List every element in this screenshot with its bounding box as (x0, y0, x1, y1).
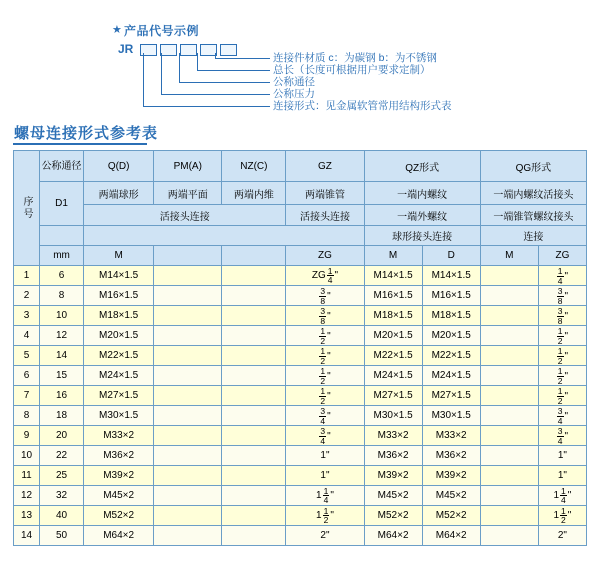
cell-gz: 2" (286, 526, 364, 546)
header-qz-cn2: 一端外螺纹 (364, 205, 480, 226)
cell-dn: 20 (40, 426, 84, 446)
table-row (14, 506, 587, 526)
cell-qg-m (480, 286, 538, 306)
cell-pm (154, 446, 222, 466)
cell-qg-m (480, 346, 538, 366)
cell-qz-d: M52×2 (422, 506, 480, 526)
cell-qd: M22×1.5 (84, 346, 154, 366)
header-seq-char1: 序号 (21, 196, 33, 220)
cell-seq: 13 (14, 506, 40, 526)
cell-qg-m (480, 306, 538, 326)
cell-pm (154, 266, 222, 286)
header-qd-sub: 活接头连接 (84, 205, 286, 226)
cell-qz-m: M16×1.5 (364, 286, 422, 306)
cell-qz-d: M45×2 (422, 486, 480, 506)
cell-qg-zg: $\frac{1}{2}$ " (538, 346, 586, 366)
cell-pm (154, 306, 222, 326)
header-qz-sub: 球形接头连接 (364, 226, 480, 246)
table-row (14, 526, 587, 546)
nut-connection-table (13, 150, 587, 546)
code-label-connection-type: 连接形式：见金属软管常用结构形式表 (273, 100, 452, 112)
header-row-5 (14, 246, 587, 266)
header-dn-blank (40, 226, 84, 246)
cell-qg-m (480, 466, 538, 486)
cell-qg-m (480, 326, 538, 346)
header-group-qz-code: QZ形式 (364, 151, 480, 182)
cell-qg-zg: $\frac{1}{2}$ " (538, 386, 586, 406)
cell-gz: 1 $\frac{1}{2}$ " (286, 506, 364, 526)
cell-qz-m: M39×2 (364, 466, 422, 486)
leader-line (161, 94, 270, 95)
cell-pm (154, 366, 222, 386)
cell-qz-d: M16×1.5 (422, 286, 480, 306)
cell-nz (222, 346, 286, 366)
cell-qg-m (480, 486, 538, 506)
cell-dn: 14 (40, 346, 84, 366)
cell-dn: 15 (40, 366, 84, 386)
cell-qd: M39×2 (84, 466, 154, 486)
code-prefix: JR (118, 42, 134, 56)
cell-nz (222, 286, 286, 306)
cell-qd: M64×2 (84, 526, 154, 546)
cell-seq: 5 (14, 346, 40, 366)
code-box-2 (160, 44, 177, 56)
table-row (14, 406, 587, 426)
code-label-length: 总长（长度可根据用户要求定制） (273, 64, 431, 76)
cell-gz: $\frac{3}{4}$ " (286, 426, 364, 446)
cell-qz-m: M45×2 (364, 486, 422, 506)
cell-dn: 12 (40, 326, 84, 346)
cell-qz-d: M20×1.5 (422, 326, 480, 346)
cell-seq: 1 (14, 266, 40, 286)
header-gz-cn: 两端锥管 (286, 182, 364, 205)
cell-qz-d: M22×1.5 (422, 346, 480, 366)
table-row (14, 446, 587, 466)
cell-nz (222, 506, 286, 526)
leader-line (197, 53, 198, 70)
cell-qz-d: M18×1.5 (422, 306, 480, 326)
cell-gz: $\frac{1}{2}$ " (286, 386, 364, 406)
cell-qz-d: M24×1.5 (422, 366, 480, 386)
cell-qg-zg: $\frac{1}{2}$ " (538, 326, 586, 346)
header-qg-cn2: 一端锥管螺纹接头 (480, 205, 586, 226)
cell-dn: 32 (40, 486, 84, 506)
table-row (14, 386, 587, 406)
cell-qg-zg: $\frac{1}{4}$ " (538, 266, 586, 286)
table-header (14, 151, 587, 266)
table-row (14, 486, 587, 506)
header-nz-unit (222, 246, 286, 266)
cell-gz: $\frac{3}{4}$ " (286, 406, 364, 426)
cell-gz: ZG $\frac{1}{4}$ " (286, 266, 364, 286)
table-row (14, 346, 587, 366)
cell-nz (222, 526, 286, 546)
cell-gz: $\frac{3}{8}$ " (286, 306, 364, 326)
header-dn-sub: D1 (40, 182, 84, 226)
cell-seq: 6 (14, 366, 40, 386)
cell-dn: 22 (40, 446, 84, 466)
cell-seq: 7 (14, 386, 40, 406)
table-row (14, 286, 587, 306)
header-blank-mid (84, 226, 364, 246)
cell-qz-m: M33×2 (364, 426, 422, 446)
header-qz-unit-m: M (364, 246, 422, 266)
cell-qd: M45×2 (84, 486, 154, 506)
cell-seq: 2 (14, 286, 40, 306)
code-label-nominal-diameter: 公称通径 (273, 76, 315, 88)
cell-dn: 6 (40, 266, 84, 286)
cell-dn: 8 (40, 286, 84, 306)
cell-pm (154, 286, 222, 306)
cell-qd: M52×2 (84, 506, 154, 526)
cell-qd: M18×1.5 (84, 306, 154, 326)
header-qz-unit-d: D (422, 246, 480, 266)
cell-qg-m (480, 426, 538, 446)
header-qd-unit: M (84, 246, 154, 266)
leader-line (143, 53, 144, 106)
header-qd-cn: 两端球形 (84, 182, 154, 205)
cell-qz-m: M22×1.5 (364, 346, 422, 366)
cell-dn: 25 (40, 466, 84, 486)
cell-seq: 10 (14, 446, 40, 466)
cell-qz-m: M24×1.5 (364, 366, 422, 386)
leader-line (143, 106, 270, 107)
cell-dn: 16 (40, 386, 84, 406)
header-group-pm-code: PM(A) (154, 151, 222, 182)
cell-qg-zg: $\frac{3}{4}$ " (538, 426, 586, 446)
cell-qg-zg: 2" (538, 526, 586, 546)
code-example-title: 产品代号示例 (124, 24, 200, 38)
cell-qg-m (480, 386, 538, 406)
code-box-5 (220, 44, 237, 56)
star-icon: ★ (112, 24, 122, 36)
cell-gz: $\frac{1}{2}$ " (286, 326, 364, 346)
cell-qg-m (480, 366, 538, 386)
cell-qz-m: M20×1.5 (364, 326, 422, 346)
code-label-nominal-pressure: 公称压力 (273, 88, 315, 100)
header-dn-label: 公称通径 (40, 151, 84, 182)
cell-qz-d: M33×2 (422, 426, 480, 446)
cell-qz-m: M18×1.5 (364, 306, 422, 326)
cell-pm (154, 526, 222, 546)
cell-seq: 9 (14, 426, 40, 446)
cell-gz: 1" (286, 446, 364, 466)
code-label-material: 连接件材质 c：为碳钢 b：为不锈钢 (273, 52, 437, 64)
cell-qz-d: M30×1.5 (422, 406, 480, 426)
table-row (14, 366, 587, 386)
cell-gz: $\frac{1}{2}$ " (286, 366, 364, 386)
cell-nz (222, 386, 286, 406)
cell-qg-m (480, 266, 538, 286)
cell-gz: $\frac{3}{8}$ " (286, 286, 364, 306)
header-nz-cn: 两端内维 (222, 182, 286, 205)
cell-pm (154, 486, 222, 506)
cell-dn: 40 (40, 506, 84, 526)
cell-nz (222, 266, 286, 286)
cell-gz: 1 $\frac{1}{4}$ " (286, 486, 364, 506)
cell-nz (222, 486, 286, 506)
title-underline (13, 143, 147, 145)
header-group-qd-code: Q(D) (84, 151, 154, 182)
cell-qg-m (480, 506, 538, 526)
table-row (14, 266, 587, 286)
cell-pm (154, 506, 222, 526)
table-row (14, 326, 587, 346)
cell-pm (154, 426, 222, 446)
cell-nz (222, 326, 286, 346)
header-seq (14, 151, 40, 266)
cell-seq: 3 (14, 306, 40, 326)
table-body (14, 266, 587, 546)
header-group-qg-code: QG形式 (480, 151, 586, 182)
cell-dn: 50 (40, 526, 84, 546)
cell-qd: M20×1.5 (84, 326, 154, 346)
leader-line (197, 70, 270, 71)
cell-qd: M36×2 (84, 446, 154, 466)
cell-qz-d: M27×1.5 (422, 386, 480, 406)
cell-pm (154, 326, 222, 346)
cell-qg-zg: 1" (538, 446, 586, 466)
leader-line (215, 58, 270, 59)
cell-qd: M30×1.5 (84, 406, 154, 426)
header-row-1 (14, 151, 587, 182)
cell-qd: M14×1.5 (84, 266, 154, 286)
cell-qz-m: M36×2 (364, 446, 422, 466)
header-qg-unit-zg: ZG (538, 246, 586, 266)
header-row-4 (14, 226, 587, 246)
cell-pm (154, 346, 222, 366)
header-pm-cn: 两端平面 (154, 182, 222, 205)
cell-pm (154, 386, 222, 406)
cell-qd: M24×1.5 (84, 366, 154, 386)
table-row (14, 306, 587, 326)
leader-line (179, 82, 270, 83)
leader-line (179, 53, 180, 82)
header-row-3 (14, 205, 587, 226)
cell-nz (222, 466, 286, 486)
code-box-3 (180, 44, 197, 56)
cell-seq: 14 (14, 526, 40, 546)
cell-dn: 10 (40, 306, 84, 326)
cell-qz-d: M64×2 (422, 526, 480, 546)
header-row-2 (14, 182, 587, 205)
product-code-diagram (0, 0, 600, 115)
cell-qd: M33×2 (84, 426, 154, 446)
cell-pm (154, 406, 222, 426)
header-qg-cn1: 一端内螺纹活接头 (480, 182, 586, 205)
cell-seq: 11 (14, 466, 40, 486)
cell-qd: M16×1.5 (84, 286, 154, 306)
header-group-nz-code: NZ(C) (222, 151, 286, 182)
cell-qg-m (480, 526, 538, 546)
cell-seq: 4 (14, 326, 40, 346)
cell-qz-m: M27×1.5 (364, 386, 422, 406)
header-dn-unit: mm (40, 246, 84, 266)
header-group-gz-code: GZ (286, 151, 364, 182)
table-row (14, 466, 587, 486)
cell-nz (222, 446, 286, 466)
cell-qz-m: M64×2 (364, 526, 422, 546)
cell-nz (222, 426, 286, 446)
cell-seq: 12 (14, 486, 40, 506)
cell-qz-m: M30×1.5 (364, 406, 422, 426)
header-gz-sub: 活接头连接 (286, 205, 364, 226)
header-qg-sub: 连接 (480, 226, 586, 246)
cell-qz-d: M36×2 (422, 446, 480, 466)
cell-qz-m: M14×1.5 (364, 266, 422, 286)
cell-qg-m (480, 446, 538, 466)
header-pm-unit (154, 246, 222, 266)
cell-qg-zg: $\frac{3}{8}$ " (538, 286, 586, 306)
header-gz-unit: ZG (286, 246, 364, 266)
cell-nz (222, 406, 286, 426)
page-title: 螺母连接形式参考表 (14, 125, 159, 142)
header-qg-unit-m: M (480, 246, 538, 266)
cell-qg-zg: $\frac{1}{2}$ " (538, 366, 586, 386)
cell-qd: M27×1.5 (84, 386, 154, 406)
cell-gz: $\frac{1}{2}$ " (286, 346, 364, 366)
cell-qz-d: M39×2 (422, 466, 480, 486)
header-qz-cn1: 一端内螺纹 (364, 182, 480, 205)
cell-nz (222, 306, 286, 326)
cell-qg-zg: $\frac{3}{4}$ " (538, 406, 586, 426)
cell-qz-m: M52×2 (364, 506, 422, 526)
cell-qg-m (480, 406, 538, 426)
cell-dn: 18 (40, 406, 84, 426)
cell-gz: 1" (286, 466, 364, 486)
leader-line (161, 53, 162, 94)
cell-qg-zg: 1" (538, 466, 586, 486)
cell-nz (222, 366, 286, 386)
cell-pm (154, 466, 222, 486)
cell-qg-zg: $\frac{3}{8}$ " (538, 306, 586, 326)
cell-qz-d: M14×1.5 (422, 266, 480, 286)
cell-seq: 8 (14, 406, 40, 426)
cell-qg-zg: 1 $\frac{1}{4}$ " (538, 486, 586, 506)
cell-qg-zg: 1 $\frac{1}{2}$ " (538, 506, 586, 526)
table-row (14, 426, 587, 446)
